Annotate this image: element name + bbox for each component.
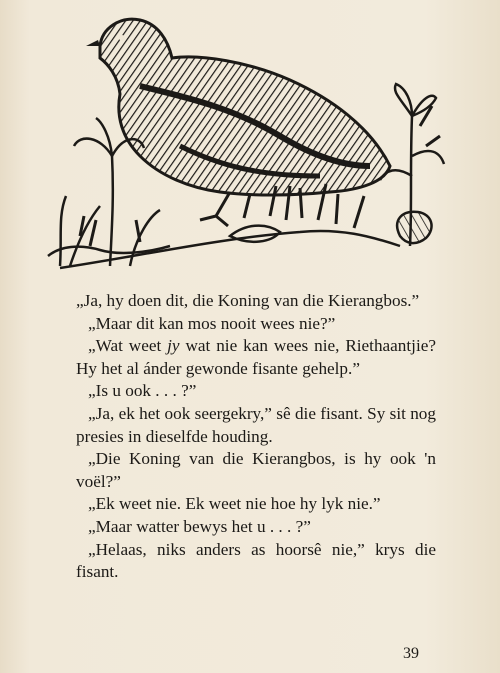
body-text (76, 290, 436, 584)
paragraph: „Maar watter bewys het u . . . ?” (88, 516, 311, 536)
paragraph: „Ja, hy doen dit, die Koning van die Kierangbos.” (76, 291, 420, 310)
paragraph-text: „Wat weet (88, 336, 168, 356)
page-number: 39 (403, 645, 419, 662)
emphasis-text: jy (167, 336, 180, 356)
paragraph: „Maar dit kan mos nooit wees nie?” (88, 313, 336, 333)
paragraph: „Die Koning van die Kierangbos, is hy ook 'n voël?” (76, 449, 436, 491)
pheasant-illustration (40, 6, 460, 276)
paragraph: „Ja, ek het ook seergekry,” sê die fisant. Sy sit nog presies in dieselfde houding. (76, 403, 436, 446)
paragraph: „Helaas, niks anders as hoorsê nie,” krys die fisant. (76, 539, 436, 582)
paragraph: „Ek weet nie. Ek weet nie hoe hy lyk nie.” (88, 494, 381, 514)
bird-icon (86, 19, 390, 226)
paragraph (76, 335, 436, 380)
paragraph-text: wat nie kan wees nie, Riethaantjie? Hy het al ánder gewonde fisante gehelp.” (76, 336, 436, 378)
paragraph: „Is u ook . . . ?” (88, 381, 197, 401)
